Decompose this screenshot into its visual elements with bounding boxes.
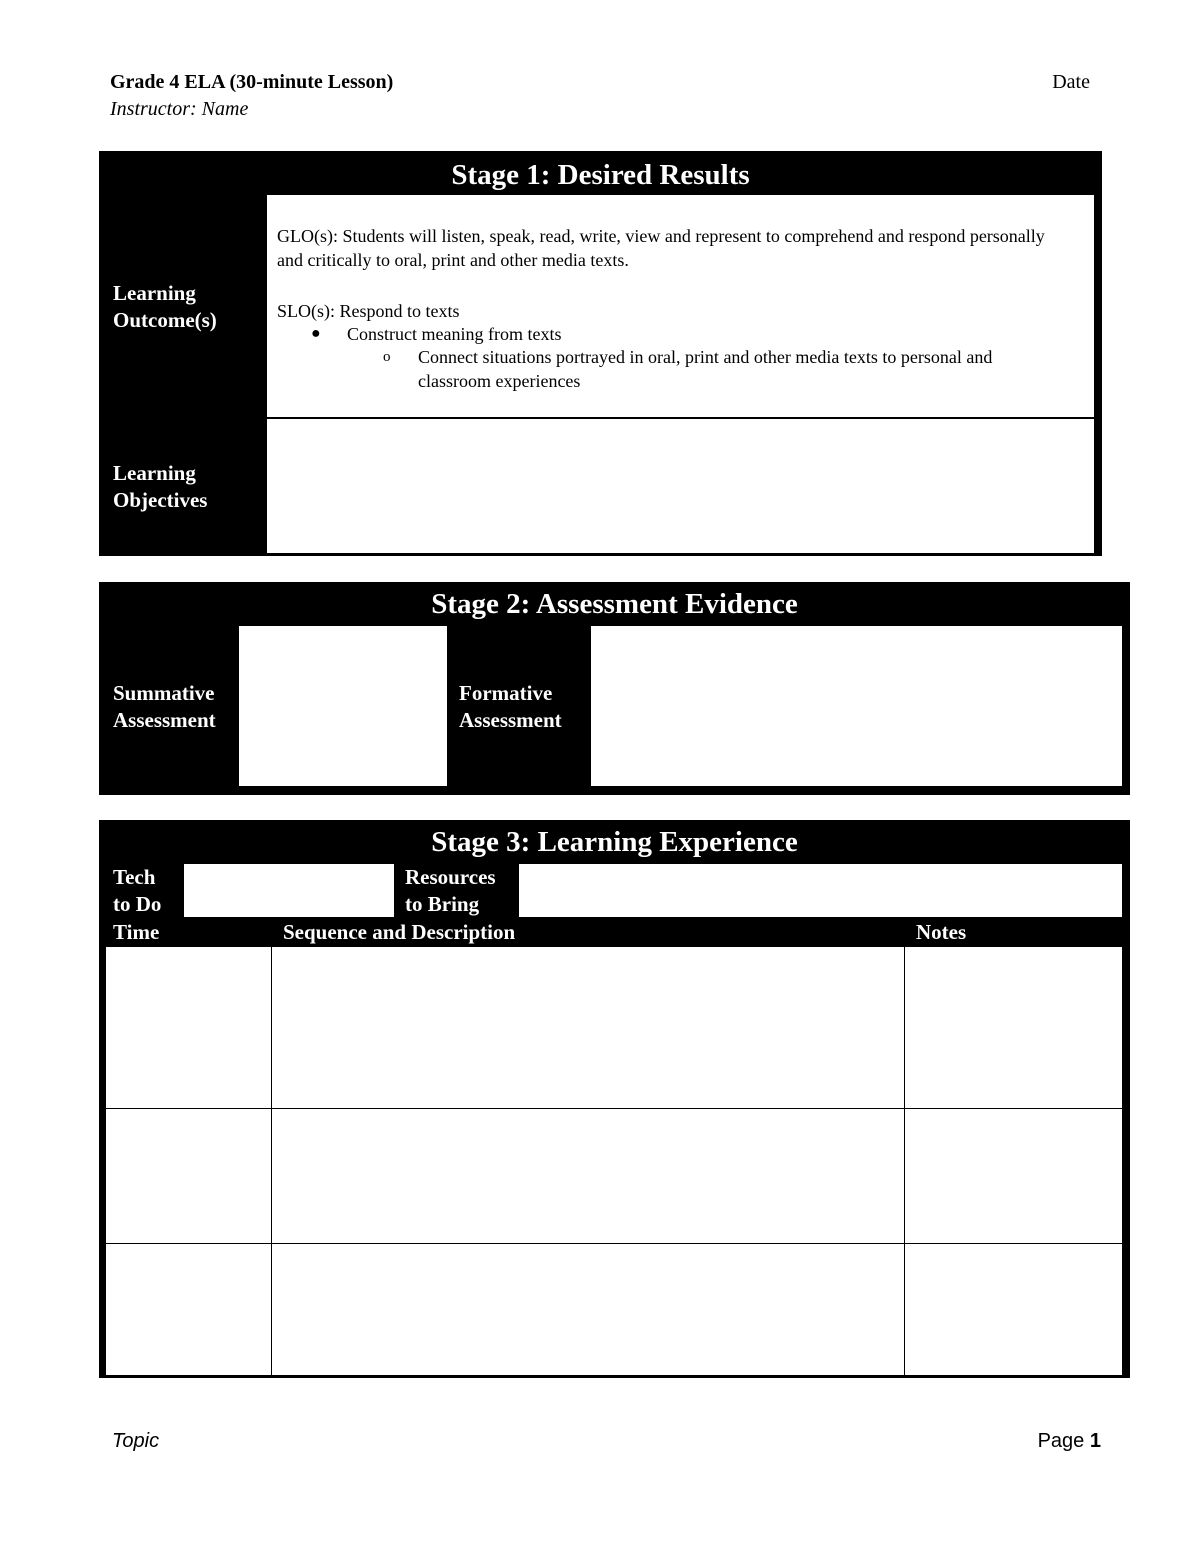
stage2-title: Stage 2: Assessment Evidence	[431, 588, 798, 620]
glo-text: GLO(s): Students will listen, speak, read, write, view and represent to comprehend and respond personally and critically to oral, print and other media texts.	[277, 226, 1045, 270]
row3-notes-cell[interactable]	[905, 1244, 1122, 1375]
column-header-sequence: Sequence and Description	[283, 920, 516, 944]
learning-outcomes-cell[interactable]	[267, 195, 1094, 417]
slo-text: SLO(s): Respond to texts	[277, 301, 460, 321]
footer-page	[1038, 1430, 1101, 1453]
summative-assessment-label: Summative Assessment	[113, 681, 216, 732]
sub-bullet-marker: o	[383, 349, 391, 365]
tech-to-do-label: Tech to Do	[113, 865, 162, 916]
resources-to-bring-label: Resources to Bring	[405, 865, 496, 916]
row1-sequence-cell[interactable]	[272, 947, 904, 1108]
row2-notes-cell[interactable]	[905, 1109, 1122, 1243]
row2-time-cell[interactable]	[106, 1109, 271, 1243]
lesson-title: Grade 4 ELA (30-minute Lesson)	[110, 71, 394, 93]
column-header-notes: Notes	[916, 920, 967, 944]
formative-assessment-cell[interactable]	[591, 626, 1122, 786]
learning-objectives-label: Learning Objectives	[113, 461, 208, 512]
slo-bullet: Construct meaning from texts	[347, 324, 562, 344]
row3-sequence-cell[interactable]	[272, 1244, 904, 1375]
bullet-dot-icon: ●	[311, 325, 321, 342]
page-label: Page	[1037, 1430, 1085, 1452]
tech-to-do-cell[interactable]	[184, 864, 394, 917]
column-header-time: Time	[113, 920, 160, 944]
learning-objectives-cell[interactable]	[267, 419, 1094, 553]
resources-to-bring-cell[interactable]	[519, 864, 1122, 917]
stage1-title: Stage 1: Desired Results	[451, 159, 750, 191]
row2-sequence-cell[interactable]	[272, 1109, 904, 1243]
row1-notes-cell[interactable]	[905, 947, 1122, 1108]
summative-assessment-cell[interactable]	[239, 626, 447, 786]
stage3-title: Stage 3: Learning Experience	[431, 826, 798, 858]
row1-time-cell[interactable]	[106, 947, 271, 1108]
learning-outcomes-label: Learning Outcome(s)	[113, 281, 217, 332]
row3-time-cell[interactable]	[106, 1244, 271, 1375]
slo-sub-bullet: Connect situations portrayed in oral, print and other media texts to personal and classroom experiences	[418, 347, 993, 391]
page-number: 1	[1089, 1430, 1101, 1452]
lesson-date: Date	[1052, 71, 1090, 93]
instructor-name: Instructor: Name	[110, 98, 249, 120]
formative-assessment-label: Formative Assessment	[459, 681, 562, 732]
footer-topic: Topic	[112, 1430, 160, 1452]
